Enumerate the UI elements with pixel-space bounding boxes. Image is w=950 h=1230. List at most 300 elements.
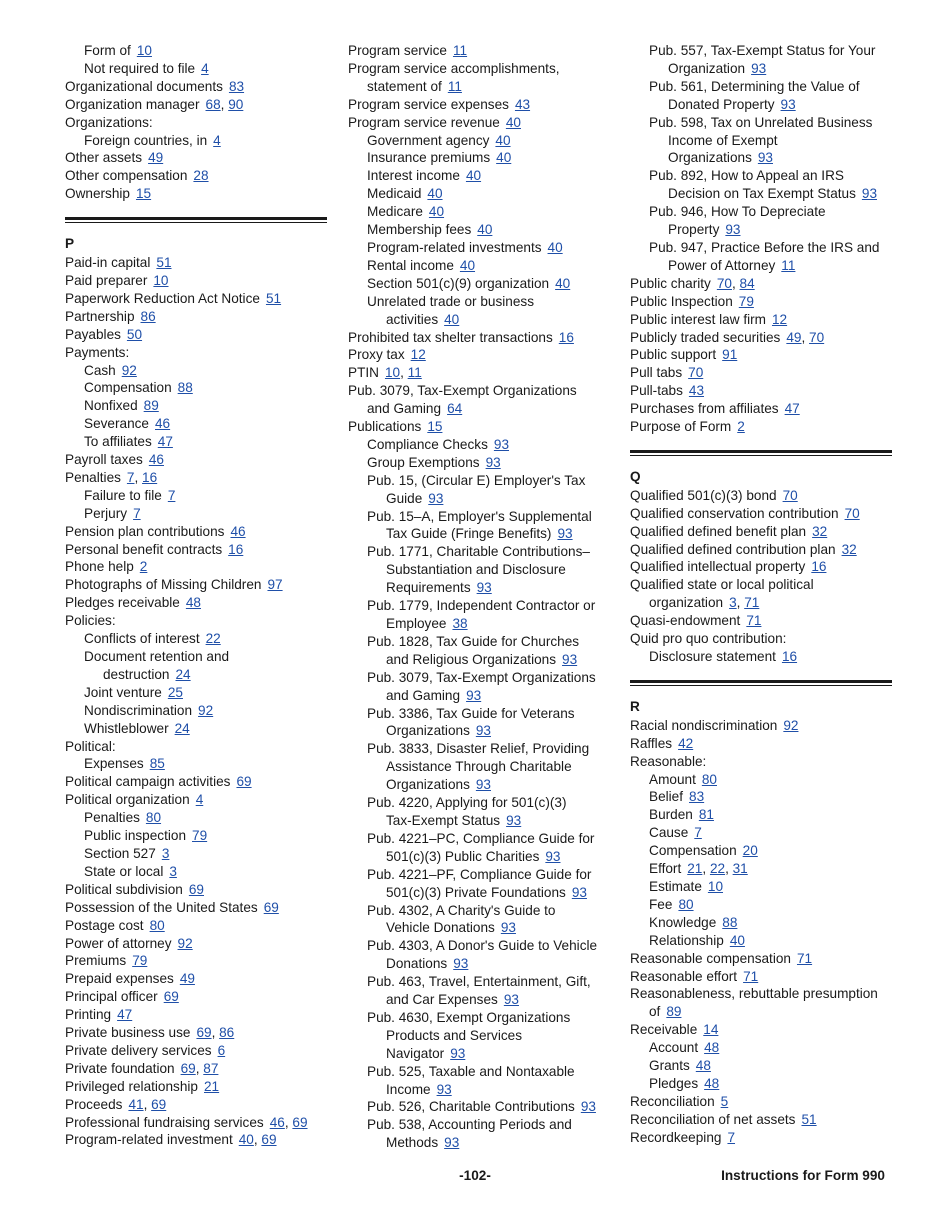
page-ref-link[interactable]: 93: [475, 777, 491, 793]
page-ref-link[interactable]: 71: [746, 613, 762, 629]
index-entry: [630, 487, 892, 505]
page-ref-link[interactable]: 48: [695, 1058, 711, 1074]
index-entry: [630, 382, 892, 400]
page-ref-link[interactable]: 6: [217, 1042, 226, 1058]
page-ref-link[interactable]: 93: [436, 1081, 452, 1097]
page-ref-link[interactable]: 11: [452, 43, 468, 58]
page-ref-link[interactable]: 70: [688, 365, 704, 381]
index-entry: [65, 272, 327, 290]
page-ref-link[interactable]: 43: [514, 96, 531, 112]
page-ref-link[interactable]: 69: [292, 1114, 308, 1130]
index-entry-continuation: [65, 666, 327, 684]
page-ref-link[interactable]: 46: [148, 452, 164, 468]
page-ref-link[interactable]: 32: [841, 541, 857, 557]
page-ref-link[interactable]: 79: [738, 293, 754, 309]
page-ref-link[interactable]: 84: [739, 275, 755, 291]
index-term: Fee: [649, 896, 673, 912]
page-ref-link[interactable]: 32: [812, 523, 828, 539]
page-ref-link[interactable]: 49: [179, 971, 195, 987]
index-term: Assistance Through Charitable: [386, 759, 572, 775]
page-ref-link[interactable]: 11: [781, 257, 796, 273]
index-entry: [630, 896, 892, 914]
index-entry: [348, 418, 610, 436]
page-ref-link[interactable]: 90: [228, 96, 244, 112]
index-entry-continuation: [348, 722, 610, 740]
index-entry: [65, 1006, 327, 1024]
page-ref-link[interactable]: 92: [198, 702, 214, 718]
page-ref-link[interactable]: 3: [729, 595, 737, 611]
index-term: Insurance premiums: [367, 150, 491, 166]
page-ref-link[interactable]: 40: [547, 239, 563, 255]
page-ref-link[interactable]: 93: [503, 992, 519, 1008]
page-ref-link[interactable]: 14: [703, 1022, 719, 1038]
page-ref-link[interactable]: 40: [555, 275, 571, 291]
page-ref-link[interactable]: 22: [709, 861, 726, 877]
index-entry: [65, 344, 327, 362]
page-ref-link[interactable]: 93: [545, 848, 561, 864]
page-ref-link[interactable]: 88: [177, 380, 193, 396]
index-term: Quid pro quo contribution:: [630, 631, 787, 647]
page-ref-link[interactable]: 47: [117, 1007, 133, 1023]
ref-separator: ,: [731, 275, 740, 291]
page-ref-link[interactable]: 16: [228, 541, 244, 557]
page-ref-link[interactable]: 79: [132, 953, 148, 969]
page-ref-link[interactable]: 80: [701, 771, 717, 787]
index-entry: [65, 988, 327, 1006]
page-ref-link[interactable]: 93: [453, 956, 469, 972]
index-term: Navigator: [386, 1045, 445, 1061]
page-ref-link[interactable]: 89: [143, 398, 159, 414]
index-term: Failure to file: [84, 487, 162, 503]
page-ref-link[interactable]: 71: [796, 950, 813, 966]
page-ref-link[interactable]: 93: [485, 454, 501, 470]
index-term: Products and Services: [386, 1027, 523, 1043]
index-term: Program service: [348, 43, 447, 58]
index-entry: [348, 1009, 610, 1027]
section-divider: [65, 217, 327, 223]
page-ref-link[interactable]: 42: [678, 735, 694, 751]
index-entry: [348, 830, 610, 848]
page-ref-link[interactable]: 15: [427, 419, 443, 435]
index-term: Program service expenses: [348, 96, 509, 112]
page-ref-link[interactable]: 10: [136, 43, 152, 58]
page-ref-link[interactable]: 40: [444, 311, 460, 327]
index-column-1: [65, 42, 327, 1149]
index-entry: [348, 114, 610, 132]
page-ref-link[interactable]: 71: [743, 968, 759, 984]
page-ref-link[interactable]: 24: [174, 720, 190, 736]
index-entry: [348, 1063, 610, 1081]
index-term: Public interest law firm: [630, 311, 766, 327]
index-term: Belief: [649, 789, 684, 805]
index-entry: [65, 558, 327, 576]
page-ref-link[interactable]: 83: [689, 789, 705, 805]
index-entry: [348, 1116, 610, 1134]
index-term: Donations: [386, 956, 448, 972]
page-ref-link[interactable]: 70: [782, 487, 798, 503]
page-ref-link[interactable]: 40: [495, 132, 511, 148]
index-term: of: [649, 1004, 661, 1020]
index-term: Substantiation and Disclosure: [386, 562, 566, 578]
index-entry: [348, 149, 610, 167]
page-ref-link[interactable]: 7: [133, 505, 141, 521]
page-ref-link[interactable]: 93: [476, 580, 492, 596]
index-term: destruction: [103, 666, 170, 682]
index-term: organization: [649, 595, 724, 611]
page-ref-link[interactable]: 51: [801, 1111, 817, 1127]
page-ref-link[interactable]: 16: [781, 649, 798, 664]
page-ref-link[interactable]: 4: [195, 792, 204, 808]
page-ref-link[interactable]: 92: [177, 935, 193, 951]
page-ref-link[interactable]: 69: [163, 989, 179, 1005]
page-ref-link[interactable]: 70: [844, 505, 860, 521]
section-letter-heading: P: [65, 236, 75, 252]
page-ref-link[interactable]: 80: [678, 896, 694, 912]
page-ref-link[interactable]: 80: [145, 810, 162, 826]
index-term: Section 527: [84, 845, 156, 861]
index-term: Private delivery services: [65, 1042, 212, 1058]
page-ref-link[interactable]: 83: [228, 78, 245, 94]
index-entry: [348, 472, 610, 490]
page-ref-link[interactable]: 16: [142, 469, 158, 485]
index-entry: [348, 543, 610, 561]
page-ref-link[interactable]: 48: [704, 1075, 720, 1091]
index-term: Program-related investments: [367, 239, 542, 255]
index-entry-continuation: [348, 490, 610, 508]
index-term: Pull-tabs: [630, 383, 683, 399]
index-term: Qualified defined benefit plan: [630, 523, 807, 539]
index-entry-continuation: [348, 1081, 610, 1099]
page-ref-link[interactable]: 93: [557, 526, 573, 542]
index-entry: [65, 738, 327, 756]
index-entry-continuation: [348, 991, 610, 1009]
page-ref-link[interactable]: 88: [722, 914, 738, 930]
index-entry: [630, 293, 892, 311]
index-term: Policies:: [65, 613, 116, 629]
index-term: Perjury: [84, 505, 128, 521]
index-entry: [630, 735, 892, 753]
page-ref-link[interactable]: 93: [428, 490, 444, 506]
page-ref-link[interactable]: 89: [666, 1004, 682, 1020]
page-ref-link[interactable]: 11: [447, 78, 462, 94]
page-ref-link[interactable]: 12: [771, 311, 788, 327]
page-ref-link[interactable]: 40: [428, 204, 445, 220]
index-entry: [65, 952, 327, 970]
page-ref-link[interactable]: 43: [688, 383, 705, 399]
page-ref-link[interactable]: 2: [139, 559, 148, 575]
page-ref-link[interactable]: 93: [580, 1099, 596, 1115]
index-entry-continuation: [348, 525, 610, 543]
index-entry: [65, 1114, 327, 1132]
page-ref-link[interactable]: 86: [140, 308, 156, 324]
index-entry: [348, 454, 610, 472]
ref-separator: ,: [736, 595, 745, 611]
index-term: Penalties: [84, 810, 140, 826]
page-ref-link[interactable]: 69: [236, 774, 252, 790]
page-ref-link[interactable]: 24: [175, 666, 191, 682]
index-term: Pub. 15–A, Employer's Supplemental: [367, 508, 592, 524]
index-term: and Car Expenses: [386, 992, 498, 1008]
index-entry: [348, 275, 610, 293]
index-entry: [630, 1111, 892, 1129]
index-term: Compensation: [649, 843, 737, 859]
page-ref-link[interactable]: 85: [149, 756, 165, 772]
ref-separator: ,: [725, 861, 733, 877]
index-term: Political subdivision: [65, 881, 183, 897]
page-ref-link[interactable]: 69: [180, 1060, 196, 1076]
index-entry-continuation: [630, 149, 892, 167]
index-term: Political:: [65, 738, 116, 754]
index-entry: [348, 597, 610, 615]
page-number: -102-: [459, 1168, 491, 1183]
page-ref-link[interactable]: 46: [230, 523, 246, 539]
page-ref-link[interactable]: 50: [126, 326, 143, 342]
index-entry: [65, 523, 327, 541]
page-ref-link[interactable]: 40: [427, 186, 443, 202]
index-entry: [65, 114, 327, 132]
section-divider: [630, 680, 892, 686]
page-ref-link[interactable]: 16: [811, 559, 827, 575]
index-entry: [65, 290, 327, 308]
page-ref-link[interactable]: 7: [126, 469, 135, 485]
page-ref-link[interactable]: 93: [450, 1045, 466, 1061]
index-term: Possession of the United States: [65, 899, 258, 915]
page-ref-link[interactable]: 16: [558, 329, 574, 345]
index-entry: [630, 505, 892, 523]
index-term: Private business use: [65, 1025, 191, 1041]
page-ref-link[interactable]: 93: [780, 96, 796, 112]
page-ref-link[interactable]: 28: [193, 168, 209, 184]
page-ref-link[interactable]: 87: [203, 1060, 219, 1076]
page-ref-link[interactable]: 69: [263, 899, 279, 915]
page-ref-link[interactable]: 38: [452, 616, 468, 631]
index-entry-continuation: [348, 884, 610, 902]
index-entry: [348, 1098, 610, 1116]
index-entry: [630, 771, 892, 789]
index-term: Phone help: [65, 559, 134, 575]
page-ref-link[interactable]: 49: [148, 150, 164, 166]
page-ref-link[interactable]: 40: [496, 150, 512, 166]
page-ref-link[interactable]: 93: [475, 723, 491, 739]
index-term: statement of: [367, 78, 442, 94]
page-ref-link[interactable]: 69: [261, 1132, 277, 1148]
index-term: Partnership: [65, 308, 135, 324]
index-term: Paid preparer: [65, 272, 148, 288]
page-ref-link[interactable]: 22: [205, 631, 221, 647]
index-term: Penalties: [65, 469, 121, 485]
index-term: Reasonable compensation: [630, 950, 791, 966]
index-entry: [630, 824, 892, 842]
page-ref-link[interactable]: 31: [732, 861, 748, 877]
index-term: Pull tabs: [630, 365, 683, 381]
page-ref-link[interactable]: 40: [477, 222, 493, 238]
index-term: Pension plan contributions: [65, 523, 225, 539]
page-ref-link[interactable]: 97: [267, 577, 283, 593]
index-term: Purpose of Form: [630, 419, 732, 435]
index-term: Postage cost: [65, 917, 144, 933]
index-entry: [630, 968, 892, 986]
page-ref-link[interactable]: 11: [407, 365, 422, 381]
page-ref-link[interactable]: 93: [757, 150, 773, 166]
index-entry-continuation: [348, 812, 610, 830]
page-ref-link[interactable]: 15: [135, 186, 152, 202]
index-entry: [65, 630, 327, 648]
index-term: Burden: [649, 807, 693, 823]
index-entry-continuation: [630, 221, 892, 239]
page-ref-link[interactable]: 48: [704, 1040, 720, 1056]
index-entry: [65, 809, 327, 827]
page-ref-link[interactable]: 70: [809, 329, 825, 345]
page-ref-link[interactable]: 4: [201, 60, 209, 76]
page-ref-link[interactable]: 3: [161, 845, 170, 861]
page-ref-link[interactable]: 69: [188, 881, 204, 897]
index-term: Organization: [668, 60, 746, 76]
index-entry: [348, 221, 610, 239]
index-term: Membership fees: [367, 222, 472, 238]
index-entry: [348, 364, 610, 382]
index-term: Decision on Tax Exempt Status: [668, 186, 856, 202]
page-ref-link[interactable]: 5: [720, 1093, 729, 1109]
page-ref-link[interactable]: 41: [128, 1096, 144, 1112]
page-ref-link[interactable]: 86: [219, 1025, 235, 1041]
page-ref-link[interactable]: 48: [185, 595, 201, 611]
index-term: State or local: [84, 863, 164, 879]
index-term: Joint venture: [84, 684, 162, 700]
page-ref-link[interactable]: 69: [196, 1025, 212, 1041]
index-term: Group Exemptions: [367, 454, 480, 470]
index-term: Publicly traded securities: [630, 329, 781, 345]
page-ref-link[interactable]: 20: [742, 843, 758, 859]
index-term: Expenses: [84, 756, 144, 772]
page-ref-link[interactable]: 93: [493, 436, 510, 452]
page-ref-link[interactable]: 64: [447, 401, 463, 417]
index-term: Payables: [65, 326, 121, 342]
page-ref-link[interactable]: 7: [694, 825, 702, 841]
page-ref-link[interactable]: 93: [571, 884, 587, 900]
index-term: Principal officer: [65, 989, 158, 1005]
index-entry: [348, 633, 610, 651]
page-ref-link[interactable]: 40: [459, 257, 476, 273]
index-entry: [630, 311, 892, 329]
page-ref-link[interactable]: 7: [727, 1129, 736, 1145]
page-ref-link[interactable]: 51: [156, 255, 172, 271]
page-ref-link[interactable]: 93: [861, 186, 878, 202]
page-ref-link[interactable]: 46: [269, 1114, 285, 1130]
index-term: Other assets: [65, 150, 143, 166]
page-ref-link[interactable]: 21: [204, 1078, 220, 1094]
index-term: Relationship: [649, 932, 724, 948]
page-ref-link[interactable]: 92: [121, 362, 137, 378]
index-term: Pub. 3079, Tax-Exempt Organizations: [348, 383, 577, 399]
page-ref-link[interactable]: 49: [786, 329, 802, 345]
page-ref-link[interactable]: 40: [238, 1132, 254, 1148]
index-column-2: [348, 42, 610, 1152]
index-column-3: [630, 42, 892, 1147]
page-ref-link[interactable]: 51: [265, 290, 282, 306]
index-entry: [630, 950, 892, 968]
index-entry: [65, 1024, 327, 1042]
page-ref-link[interactable]: 4: [213, 132, 221, 148]
index-entry: [65, 397, 327, 415]
index-term: Public support: [630, 347, 717, 363]
page-ref-link[interactable]: 93: [500, 920, 516, 936]
page-ref-link[interactable]: 10: [384, 365, 401, 381]
index-entry: [348, 60, 610, 78]
index-term: Form of: [84, 43, 131, 58]
ref-separator: ,: [801, 329, 810, 345]
page-ref-link[interactable]: 80: [149, 917, 165, 933]
index-entry-continuation: [630, 132, 892, 150]
page-ref-link[interactable]: 92: [783, 717, 799, 733]
page-ref-link[interactable]: 21: [687, 861, 703, 877]
page-ref-link[interactable]: 79: [192, 828, 208, 844]
page-ref-link[interactable]: 70: [716, 275, 732, 291]
page-ref-link[interactable]: 40: [729, 932, 745, 948]
index-entry: [65, 1078, 327, 1096]
page-ref-link[interactable]: 25: [167, 684, 183, 700]
page-ref-link[interactable]: 47: [157, 434, 173, 450]
section-letter-heading: R: [630, 698, 640, 714]
page-ref-link[interactable]: 2: [737, 419, 745, 435]
index-entry-continuation: [348, 848, 610, 866]
page-ref-link[interactable]: 71: [744, 595, 760, 611]
index-term: Vehicle Donations: [386, 920, 495, 936]
page-ref-link[interactable]: 40: [465, 168, 482, 184]
page-ref-link[interactable]: 46: [155, 416, 171, 432]
index-term: Pub. 525, Taxable and Nontaxable: [367, 1063, 575, 1079]
index-term: Organizations: [668, 150, 752, 166]
index-term: Photographs of Missing Children: [65, 577, 262, 593]
page-ref-link[interactable]: 81: [698, 807, 714, 823]
page-ref-link[interactable]: 93: [506, 812, 522, 828]
page-ref-link[interactable]: 7: [167, 487, 176, 503]
index-entry: [65, 78, 327, 96]
page-ref-link[interactable]: 93: [725, 222, 741, 238]
index-entry: [348, 185, 610, 203]
index-term: Medicaid: [367, 186, 422, 202]
document-title: Instructions for Form 990: [721, 1168, 885, 1183]
ref-separator: ,: [220, 96, 229, 112]
index-term: Public Inspection: [630, 293, 733, 309]
index-entry: [348, 973, 610, 991]
index-term: Pub. 463, Travel, Entertainment, Gift,: [367, 974, 591, 990]
index-entry: [630, 788, 892, 806]
page-ref-link[interactable]: 3: [169, 863, 177, 879]
index-entry: [65, 149, 327, 167]
index-term: Power of Attorney: [668, 257, 776, 273]
page-ref-link[interactable]: 10: [153, 272, 169, 288]
index-entry: [65, 720, 327, 738]
index-entry: [65, 308, 327, 326]
page-ref-link[interactable]: 93: [466, 687, 482, 703]
page-ref-link[interactable]: 93: [444, 1135, 460, 1151]
index-term: Pub. 4302, A Charity's Guide to: [367, 902, 556, 918]
index-term: Pub. 526, Charitable Contributions: [367, 1099, 575, 1115]
page-ref-link[interactable]: 68: [205, 96, 221, 112]
index-entry: [65, 863, 327, 881]
index-term: Organization manager: [65, 96, 200, 112]
page-ref-link[interactable]: 69: [151, 1096, 167, 1112]
page-ref-link[interactable]: 12: [410, 347, 426, 363]
page-ref-link[interactable]: 10: [707, 878, 724, 894]
page-ref-link[interactable]: 93: [751, 60, 767, 76]
index-entry: [348, 203, 610, 221]
page-ref-link[interactable]: 91: [722, 347, 738, 363]
page-ref-link[interactable]: 47: [784, 401, 800, 417]
page-ref-link[interactable]: 93: [562, 651, 578, 667]
page-ref-link[interactable]: 40: [505, 114, 521, 130]
index-entry: [348, 705, 610, 723]
